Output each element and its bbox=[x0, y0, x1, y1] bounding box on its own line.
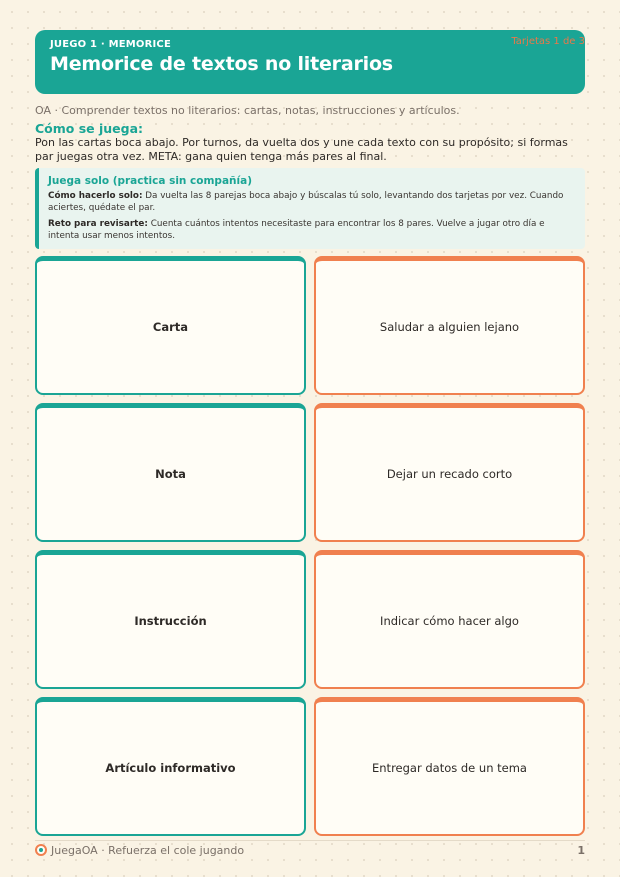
page-number: 1 bbox=[577, 844, 585, 857]
footer-brand: JuegaOA · Refuerza el cole jugando bbox=[51, 844, 245, 857]
term-card-articulo[interactable] bbox=[35, 697, 306, 836]
term-card-instruccion[interactable] bbox=[35, 550, 306, 689]
solo-check-text: Cuenta cuántos intentos necesitaste para encontrar los 8 pares. Vuelve a jugar otro día e intenta usar menos intentos. bbox=[48, 219, 545, 241]
definition-card-carta[interactable] bbox=[314, 256, 585, 395]
brand-logo-icon bbox=[35, 844, 47, 856]
term-card-label: Carta bbox=[152, 320, 189, 334]
term-card-label: Nota bbox=[155, 467, 186, 481]
card-set-tag: Tarjetas 1 de 3 bbox=[511, 36, 585, 47]
definition-card-instruccion[interactable] bbox=[314, 550, 585, 689]
definition-card-nota[interactable] bbox=[314, 403, 585, 542]
learning-objective: OA · Comprender textos no literarios: cartas, notas, instrucciones y artículos. bbox=[35, 104, 460, 117]
solo-how-line bbox=[48, 190, 575, 214]
how-to-play-title: Cómo se juega: bbox=[35, 121, 144, 136]
solo-how-label: Cómo hacerlo solo: bbox=[48, 191, 143, 201]
term-card-label: Artículo informativo bbox=[105, 761, 236, 775]
definition-card-label: Indicar cómo hacer algo bbox=[380, 614, 519, 628]
solo-play-title: Juega solo (practica sin compañía) bbox=[48, 175, 252, 187]
memory-card-grid bbox=[35, 256, 585, 836]
term-card-carta[interactable] bbox=[35, 256, 306, 395]
page-header bbox=[35, 30, 585, 94]
solo-check-label: Reto para revisarte: bbox=[48, 219, 148, 229]
definition-card-label: Entregar datos de un tema bbox=[372, 761, 527, 775]
term-card-nota[interactable] bbox=[35, 403, 306, 542]
definition-card-label: Dejar un recado corto bbox=[386, 467, 513, 481]
page-title: Memorice de textos no literarios bbox=[50, 53, 393, 75]
solo-play-box bbox=[35, 168, 585, 249]
page-footer bbox=[35, 840, 585, 860]
definition-card-articulo[interactable] bbox=[314, 697, 585, 836]
how-to-play-text: Pon las cartas boca abajo. Por turnos, da vuelta dos y une cada texto con su propósito; si formas par juegas otra vez. META: gana quien tenga más pares al final. bbox=[35, 136, 568, 163]
solo-check-line bbox=[48, 218, 575, 242]
solo-how-text: Da vuelta las 8 parejas boca abajo y búscalas tú solo, levantando dos tarjetas por vez. Cuando aciertes, quédate el par. bbox=[48, 191, 564, 213]
definition-card-label: Saludar a alguien lejano bbox=[379, 320, 520, 334]
term-card-label: Instrucción bbox=[134, 614, 207, 628]
game-kicker: JUEGO 1 · MEMORICE bbox=[50, 39, 172, 50]
